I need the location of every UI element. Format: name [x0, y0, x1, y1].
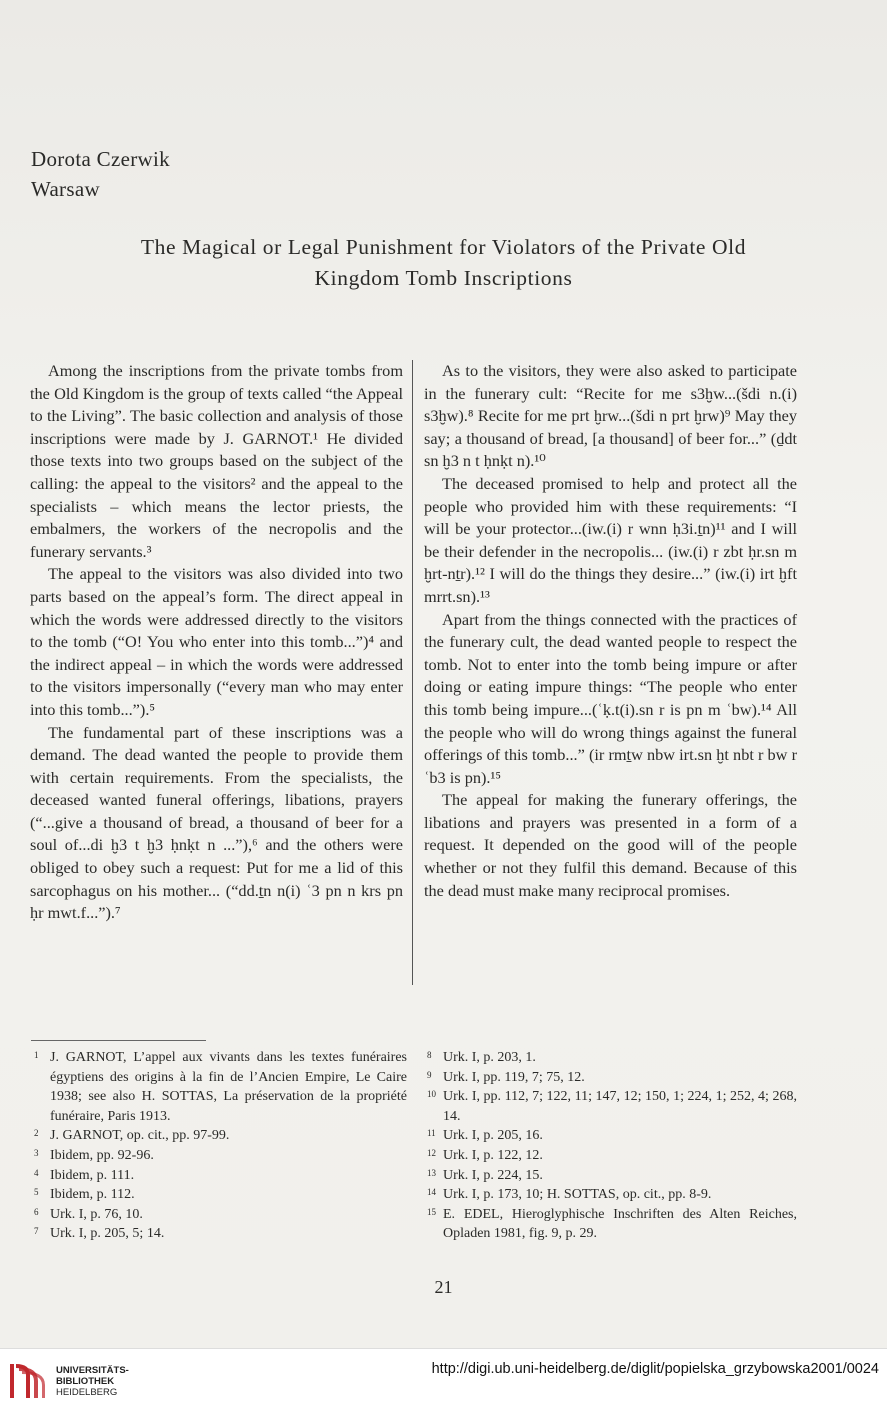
footnote: 14 Urk. I, p. 173, 10; H. SOTTAS, op. cit., pp. 8-9.	[427, 1187, 712, 1203]
page-number: 21	[434, 1277, 453, 1297]
left-column	[30, 360, 403, 925]
footnote: 7 Urk. I, p. 205, 5; 14.	[34, 1226, 165, 1242]
footnote: 1 J. GARNOT, L’appel aux vivants dans les textes funéraires égyptiens des origins à la fin de l’Ancien Empire, Le Caire 1938; see also H. SOTTAS, La préservation de la propriété funéraire, Paris 1913.	[34, 1050, 407, 1124]
footnote-rule	[31, 1040, 206, 1041]
footnote: 3 Ibidem, pp. 92-96.	[34, 1147, 154, 1163]
footnote: 9 Urk. I, pp. 119, 7; 75, 12.	[427, 1069, 585, 1085]
left-paragraph-2: The appeal to the visitors was also divided into two parts based on the appeal’s form. The direct appeal in which the words were addressed directly to the visitors to the tomb (“O! You who enter into this tomb...”)⁴ and the indirect appeal – in which the words were addressed to the visitors impersonally (“every man who may enter into this tomb...”).⁵	[30, 564, 403, 719]
library-logo[interactable]	[8, 1361, 129, 1401]
footnote: 2 J. GARNOT, op. cit., pp. 97-99.	[34, 1128, 230, 1144]
author-name: Dorota Czerwik	[31, 147, 170, 171]
library-logo-icon	[8, 1361, 48, 1401]
column-divider	[412, 360, 413, 985]
digitization-footer	[0, 1348, 887, 1414]
article-title	[40, 232, 847, 294]
footnotes-right	[427, 1048, 797, 1244]
left-paragraph-1: Among the inscriptions from the private tombs from the Old Kingdom is the group of texts called “the Appeal to the Living”. The basic collection and analysis of those inscriptions were made by J. GARNOT.¹ He divided those texts into two groups based on the subject of the calling: the appeal to the visitors² and the appeal to the specialists – which means the lector priests, the embalmers, the workers of the necropolis and the funerary servants.³	[30, 361, 403, 561]
right-paragraph-2: The deceased promised to help and protect all the people who provided him with these requirements: “I will be your protector...(iw.(i) r wnn ḥ3i.ṯn)¹¹ and I will be their defender in the necropolis... (iw.(i) r zbt ḥr.sn m ḫrt-nṯr).¹² I will do the things they desire...” (iw.(i) irt ḫft mrrt.sn).¹³	[424, 473, 797, 606]
footnote: 8 Urk. I, p. 203, 1.	[427, 1050, 536, 1065]
footnote: 15 E. EDEL, Hieroglyphische Inschriften des Alten Reiches, Opladen 1981, fig. 9, p. 29.	[427, 1206, 797, 1242]
right-paragraph-1: As to the visitors, they were also asked to participate in the funerary cult: “Recite for me s3ḫw...(šdi n.(i) s3ḫw).⁸ Recite for me prt ḫrw...(šdi n prt ḫrw)⁹ May they say; a thousand of bread, [a thousand] of beer for...” (ḏdt sn ḫ3 n t ḥnḳt n).¹⁰	[424, 361, 797, 471]
footnote: 11 Urk. I, p. 205, 16.	[427, 1128, 543, 1144]
author-block	[31, 144, 170, 204]
library-logo-text: UNIVERSITÄTS- BIBLIOTHEK HEIDELBERG	[56, 1364, 129, 1398]
title-line-2: Kingdom Tomb Inscriptions	[314, 266, 573, 290]
footnote: 6 Urk. I, p. 76, 10.	[34, 1206, 143, 1222]
left-paragraph-3: The fundamental part of these inscriptions was a demand. The dead wanted the people to provide them with certain requirements. From the specialists, the deceased wanted funeral offerings, libations, prayers (“...give a thousand of bread, a thousand of beer for a soul of...di ḫ3 t ḫ3 ḥnḳt n ...”),⁶ and the others were obliged to obey such a request: Put for me a lid of this sarcophagus on his mother... (“dd.ṯn n(i) ʿ3 pn n krs pn ḥr mwt.f...”).⁷	[30, 722, 403, 923]
permalink-url[interactable]: http://digi.ub.uni-heidelberg.de/diglit/popielska_grzybowska2001/0024	[431, 1361, 879, 1377]
title-line-1: The Magical or Legal Punishment for Violators of the Private Old	[140, 235, 747, 259]
footnote: 10 Urk. I, pp. 112, 7; 122, 11; 147, 12; 150, 1; 224, 1; 252, 4; 268, 14.	[427, 1089, 797, 1124]
footnote: 4 Ibidem, p. 111.	[34, 1167, 135, 1183]
footnote: 5 Ibidem, p. 112.	[34, 1187, 135, 1203]
footnotes-left	[34, 1048, 407, 1244]
right-paragraph-4: The appeal for making the funerary offerings, the libations and prayers was presented in a form of a request. It depended on the good will of the people whether or not they fulfil this demand. Because of this the dead must make many reciprocal promises.	[424, 790, 797, 900]
author-place: Warsaw	[31, 177, 100, 201]
right-column	[424, 360, 797, 902]
footnote: 13 Urk. I, p. 224, 15.	[427, 1167, 543, 1183]
right-paragraph-3: Apart from the things connected with the practices of the funerary cult, the dead wanted people to respect the tomb. Not to enter into the tomb being impure or after doing or eating impure things: “The people who enter this tomb being impure...(ʿḳ.t(i).sn r is pn m ʿbw).¹⁴ All the people who will do wrong things against the funeral offerings of this tomb...” (ir rmṯw nbw irt.sn ḫt nbt r bw r ʿb3 is pn).¹⁵	[424, 609, 797, 787]
footnote: 12 Urk. I, p. 122, 12.	[427, 1147, 543, 1163]
